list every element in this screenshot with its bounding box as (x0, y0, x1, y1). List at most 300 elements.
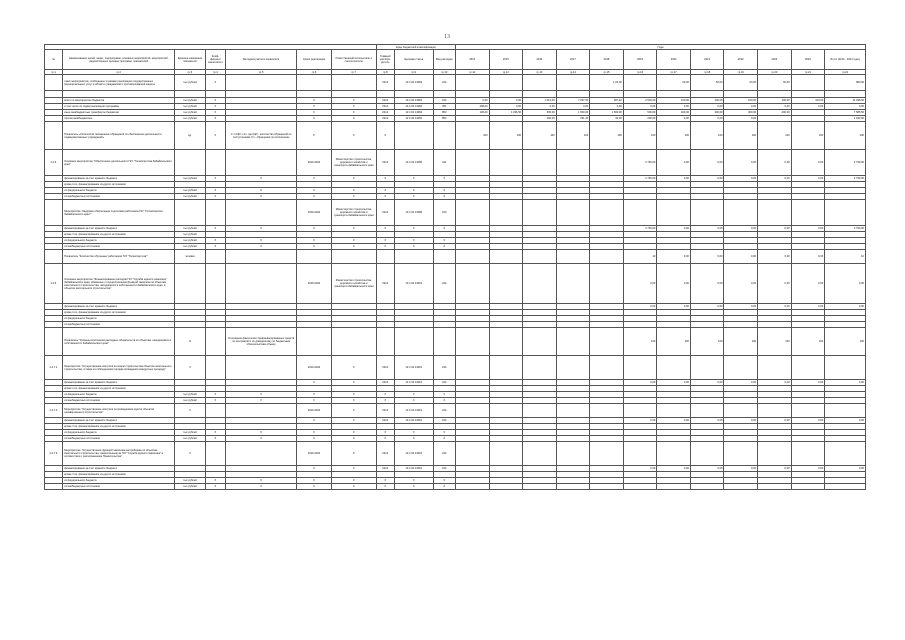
table-cell: 500,00 (623, 110, 657, 116)
table-cell (455, 264, 489, 304)
table-cell: Министерство строительства, дорожного хозяйства и транспорта Забайкальского края (331, 150, 376, 176)
table-cell (523, 328, 557, 356)
table-cell: всего по мероприятию бюджетов (63, 98, 175, 104)
table-cell (433, 250, 455, 264)
table-cell: 100,00 (791, 98, 825, 104)
table-cell: 0,00 (758, 418, 792, 424)
table-cell: 0412 (376, 116, 394, 122)
table-cell (45, 484, 63, 490)
table-cell (791, 91, 825, 98)
table-cell (226, 250, 297, 264)
table-cell (489, 264, 523, 304)
table-cell (331, 75, 376, 91)
table-cell (489, 250, 523, 264)
table-cell: 7 585,50 (825, 110, 866, 116)
table-cell: Х (394, 484, 433, 490)
table-cell (657, 404, 691, 418)
table-cell: Х (297, 98, 332, 104)
table-cell: Мероприятие "Осуществление контроля за ходом строительства объектов капитального строительства, а также за соблюдением порядка проведения конкурсных процедур" (63, 356, 175, 380)
table-cell: Х (205, 226, 225, 232)
table-cell: Х (205, 75, 225, 91)
table-cell (690, 484, 724, 490)
table-cell (590, 91, 624, 98)
table-cell: 2 790,00 (825, 226, 866, 232)
header-cell: Ответственный исполнитель и соисполнители (331, 50, 376, 70)
table-cell: иные межбюджетные трансферты бюджетам (63, 110, 175, 116)
table-cell: 0,00 (825, 466, 866, 472)
table-cell: 0,00 (825, 418, 866, 424)
table-cell: Х (205, 484, 225, 490)
table-cell (45, 75, 63, 91)
table-cell (556, 484, 590, 490)
table-cell (205, 442, 225, 466)
table-cell: 244 (433, 75, 455, 91)
table-cell (205, 91, 225, 98)
table-cell (590, 328, 624, 356)
table-cell: 11 498,00 (825, 98, 866, 104)
table-row (45, 328, 866, 356)
table-cell (791, 356, 825, 380)
table-cell (758, 404, 792, 418)
table-cell: кроме того, финансирование из других источников: (63, 182, 175, 188)
table-cell (825, 356, 866, 380)
table-cell (523, 404, 557, 418)
table-cell: 0,00 (690, 304, 724, 310)
table-cell (205, 150, 225, 176)
table-cell: 0,00 (657, 418, 691, 424)
column-number-cell: гр.11 (455, 70, 489, 75)
table-cell (556, 200, 590, 226)
table-cell (523, 442, 557, 466)
table-cell: 2019-2024 (297, 404, 332, 418)
table-cell: 0,00 (758, 264, 792, 304)
table-cell: 100 (623, 122, 657, 150)
table-row (45, 200, 866, 226)
table-cell (523, 75, 557, 91)
table-cell: 0,00 (657, 466, 691, 472)
table-cell: 291,40 (556, 116, 590, 122)
table-cell (45, 91, 63, 98)
table-cell: Х (297, 392, 332, 398)
table-cell (523, 150, 557, 176)
table-cell (590, 442, 624, 466)
table-cell: Х (433, 478, 455, 484)
table-cell: человек (175, 250, 206, 264)
table-cell (590, 150, 624, 176)
table-cell: Х (433, 430, 455, 436)
table-cell (376, 328, 394, 356)
table-cell: 351 (433, 104, 455, 110)
header-cell: Сроки реализации (297, 50, 332, 70)
table-cell: 0,00 (690, 176, 724, 182)
table-cell (690, 356, 724, 380)
table-cell: прочие межбюджетные (63, 116, 175, 122)
column-number-cell: гр.6 (297, 70, 332, 75)
table-cell: Х (433, 238, 455, 244)
table-cell: Х (331, 244, 376, 250)
table-cell: 100 (758, 122, 792, 150)
column-number-cell: гр.18 (690, 70, 724, 75)
table-cell: 50,00 (690, 75, 724, 91)
table-cell: 13 4 02 14084 (394, 98, 433, 104)
table-cell (175, 91, 206, 98)
header-cell: 2023 (758, 50, 792, 70)
table-cell: Х (297, 478, 332, 484)
table-cell: Х (433, 484, 455, 490)
table-row (45, 404, 866, 418)
table-cell: Х (394, 436, 433, 442)
table-cell: 0,00 (758, 250, 792, 264)
table-cell: Х (394, 398, 433, 404)
header-cell: Единица измерения показателя (175, 50, 206, 70)
table-cell (523, 264, 557, 304)
table-cell: Х (433, 398, 455, 404)
table-cell: Х (297, 176, 332, 182)
table-cell: 0,00 (724, 176, 758, 182)
table-cell: Х (433, 194, 455, 200)
table-cell (623, 356, 657, 380)
table-cell (45, 250, 63, 264)
table-cell (489, 484, 523, 490)
table-cell: тыс.рублей (175, 484, 206, 490)
table-cell: 0,00 (657, 380, 691, 386)
table-cell: 0412 (376, 75, 394, 91)
table-cell: тыс.рублей (175, 430, 206, 436)
table-cell: 0,00 (791, 304, 825, 310)
table-cell: Х (226, 430, 297, 436)
table-cell: 287,40 (590, 98, 624, 104)
table-cell: Показатель "Количество обученных работников ГКУ "Госэкспертиза"" (63, 250, 175, 264)
table-cell (175, 200, 206, 226)
table-cell (205, 356, 225, 380)
table-cell: 400,00 (523, 116, 557, 122)
table-cell: Х (376, 484, 394, 490)
table-cell: 0,00 (690, 226, 724, 232)
table-cell: 400,00 (758, 110, 792, 116)
table-cell (690, 91, 724, 98)
table-cell (433, 91, 455, 98)
table-cell: тыс.рублей (175, 232, 206, 238)
table-cell: 0,00 (758, 176, 792, 182)
table-cell: 2 790,00 (623, 226, 657, 232)
table-cell: Основное мероприятие "Обеспечение деятельности ГКУ "Госэкспертиза Забайкальского края" (63, 150, 175, 176)
table-cell: 100 (657, 122, 691, 150)
table-cell: 244 (433, 404, 455, 418)
table-cell: Х (331, 226, 376, 232)
table-cell: 853 (433, 116, 455, 122)
table-cell: 853 (433, 110, 455, 116)
table-cell: 100 (825, 122, 866, 150)
table-cell: тыс.рублей (175, 110, 206, 116)
table-cell: Х (205, 188, 225, 194)
table-row (45, 264, 866, 304)
table-cell (455, 328, 489, 356)
table-cell: Х (205, 122, 225, 150)
table-cell: Х (394, 188, 433, 194)
table-cell (623, 200, 657, 226)
table-cell (455, 75, 489, 91)
table-cell: тыс.рублей (175, 238, 206, 244)
table-cell (690, 200, 724, 226)
table-cell: 580,00 (825, 75, 866, 91)
table-cell: Р (297, 122, 332, 150)
table-cell: Х (205, 176, 225, 182)
table-cell (297, 75, 332, 91)
table-cell: 0,00 (724, 226, 758, 232)
column-number-cell: гр.16 (623, 70, 657, 75)
table-cell: 2019-2024 (297, 442, 332, 466)
table-cell: Х (331, 194, 376, 200)
table-cell: кроме того, финансирование из других источников: (63, 232, 175, 238)
table-row (45, 250, 866, 264)
table-body (45, 45, 866, 490)
table-cell: Х (376, 122, 394, 150)
table-cell: 0,00 (455, 98, 489, 104)
table-cell (394, 328, 433, 356)
table-cell: Х (331, 380, 376, 386)
header-cell: Вид расходов (433, 50, 455, 70)
table-cell (394, 122, 433, 150)
table-cell: из внебюджетных источников (63, 484, 175, 490)
table-cell: 13 4 02 14084 (394, 116, 433, 122)
table-cell (690, 442, 724, 466)
header-cell: Методика расчета показателя (226, 50, 297, 70)
table-cell (623, 484, 657, 490)
table-cell: 13 4 03 14086 (394, 150, 433, 176)
column-number-cell: гр.2 (63, 70, 175, 75)
table-cell: 1 932,60 (825, 116, 866, 122)
table-cell: 0,00 (724, 466, 758, 472)
table-cell: 244 (433, 380, 455, 386)
table-row (45, 442, 866, 466)
table-cell: Показатель "Уровень исполнения расходных обязательств по объектам, находящимся в собственности Забайкальского края" (63, 328, 175, 356)
table-cell: 0,00 (758, 304, 792, 310)
table-cell: Х (331, 122, 376, 150)
table-cell: Х (205, 194, 225, 200)
table-cell: Х (376, 238, 394, 244)
table-cell (623, 442, 657, 466)
table-cell (433, 122, 455, 150)
table-cell: 0,00 (623, 466, 657, 472)
table-cell: 298,00 (455, 104, 489, 110)
table-cell: 0,00 (758, 150, 792, 176)
table-cell: кроме того, финансирование из других источников: (63, 386, 175, 392)
table-cell: 244 (433, 466, 455, 472)
table-cell: из внебюджетных источников (63, 322, 175, 328)
table-cell: 0,00 (556, 104, 590, 110)
table-cell: Х (297, 188, 332, 194)
table-cell (724, 442, 758, 466)
table-cell (657, 484, 691, 490)
table-cell: 0,00 (690, 380, 724, 386)
table-cell: 0,00 (690, 150, 724, 176)
table-cell: Х (376, 244, 394, 250)
table-cell: Х (433, 188, 455, 194)
table-cell: 60,00 (758, 75, 792, 91)
table-cell: Х (376, 430, 394, 436)
table-cell: 100 (724, 122, 758, 150)
column-number-cell: гр.5 (226, 70, 297, 75)
header-cell: 2014 (455, 50, 489, 70)
table-cell (455, 356, 489, 380)
table-cell: 0412 (376, 150, 394, 176)
table-cell: Министерство строительства, дорожного хозяйства и транспорта Забайкальского края (331, 264, 376, 304)
table-cell: 0412 (376, 200, 394, 226)
table-cell (331, 91, 376, 98)
table-cell: тыс.рублей (175, 116, 206, 122)
table-cell: ед. (175, 122, 206, 150)
table-cell: 0,00 (657, 226, 691, 232)
table-cell: 0,00 (690, 250, 724, 264)
table-cell: 0,00 (791, 418, 825, 424)
table-cell (455, 150, 489, 176)
table-cell: 60,00 (724, 75, 758, 91)
table-cell: 0,00 (657, 150, 691, 176)
table-cell: 0,00 (724, 250, 758, 264)
table-cell: Х (331, 98, 376, 104)
table-cell: С = Кфб + Кп, где Кфб - количество обращений по поступлениям; Кп - обращения по исполнению (226, 122, 297, 150)
header-cell: 2022 (724, 50, 758, 70)
table-cell: Х (376, 392, 394, 398)
table-cell: Х (205, 104, 225, 110)
table-cell (758, 484, 792, 490)
table-row (45, 150, 866, 176)
table-cell (724, 356, 758, 380)
table-cell (657, 200, 691, 226)
table-cell: из внебюджетных источников (63, 398, 175, 404)
table-cell: 100 (724, 328, 758, 356)
table-cell (556, 328, 590, 356)
table-cell: Х (394, 194, 433, 200)
table-cell: 1 500,00 (556, 110, 590, 116)
table-cell (556, 264, 590, 304)
table-cell: Министерство строительства, дорожного хозяйства и транспорта Забайкальского края (331, 200, 376, 226)
table-cell: Х (297, 226, 332, 232)
table-cell: 1.4.6. (45, 264, 63, 304)
table-cell: Х (331, 104, 376, 110)
table-cell (489, 150, 523, 176)
table-cell: 2 790,00 (623, 150, 657, 176)
table-cell: Х (226, 226, 297, 232)
table-cell (455, 200, 489, 226)
table-cell: 0,00 (791, 380, 825, 386)
table-cell (63, 91, 175, 98)
table-cell: 500,00 (523, 110, 557, 116)
table-cell: 0,00 (489, 98, 523, 104)
table-cell: 13 4 04 14091 (394, 380, 433, 386)
table-cell (226, 264, 297, 304)
table-cell (226, 91, 297, 98)
table-cell: 60,00 (657, 75, 691, 91)
table-cell: Х (297, 194, 332, 200)
table-cell: 400,00 (657, 110, 691, 116)
table-cell: Х (226, 244, 297, 250)
page-number: 13 (444, 34, 450, 40)
table-cell (331, 328, 376, 356)
table-cell: из внебюджетных источников (63, 436, 175, 442)
table-cell: Мероприятие "Осуществление функций заказчика-застройщика по объектам капитального строительства, закрепленным за ГКУ "Служба единого заказчика" в соответствии с распоряжением Правительства" (63, 442, 175, 466)
table-cell (724, 404, 758, 418)
table-cell (489, 200, 523, 226)
table-cell: 13 4 04 14091 (394, 264, 433, 304)
table-cell: Х (297, 244, 332, 250)
table-cell: 0,00 (724, 264, 758, 304)
table-cell: 610 (433, 200, 455, 226)
table-cell: 2 790,00 (825, 176, 866, 182)
table-cell (791, 404, 825, 418)
table-cell: Х (226, 238, 297, 244)
table-cell: тыс.рублей (175, 478, 206, 484)
table-cell (758, 356, 792, 380)
table-cell: 2 500,00 (623, 98, 657, 104)
table-cell: 100,00 (455, 110, 489, 116)
table-cell: Х (205, 116, 225, 122)
table-cell (297, 250, 332, 264)
table-cell (724, 91, 758, 98)
column-number-cell: гр.3 (175, 70, 206, 75)
table-cell (226, 200, 297, 226)
table-cell: Х (394, 176, 433, 182)
table-cell: 2019-2024 (297, 264, 332, 304)
table-cell: финансирование за счет краевого бюджета (63, 418, 175, 424)
table-cell: Х (226, 436, 297, 442)
column-number-cell: гр.10 (433, 70, 455, 75)
table-cell: Х (205, 392, 225, 398)
table-cell (556, 404, 590, 418)
table-cell: 100,00 (657, 98, 691, 104)
table-cell: 0,00 (657, 176, 691, 182)
table-cell: 0,00 (724, 418, 758, 424)
table-cell (205, 328, 225, 356)
table-cell: Х (433, 392, 455, 398)
table-cell: Х (331, 176, 376, 182)
table-cell: 100 (556, 122, 590, 150)
table-header-row (45, 50, 866, 70)
table-cell: 7 097,50 (556, 98, 590, 104)
header-cell: Целевая статья (394, 50, 433, 70)
table-cell: Х (297, 466, 332, 472)
table-cell (297, 91, 332, 98)
table-cell: 0,00 (791, 264, 825, 304)
table-cell: 244 (433, 418, 455, 424)
table-cell: тыс.рублей (175, 194, 206, 200)
table-cell: 100 (825, 328, 866, 356)
table-cell (394, 250, 433, 264)
table-cell (590, 250, 624, 264)
table-cell (556, 250, 590, 264)
header-cell: 2017 (556, 50, 590, 70)
table-cell (226, 75, 297, 91)
table-cell: тыс.рублей (175, 226, 206, 232)
table-cell: кроме того, финансирование из других источников: (63, 310, 175, 316)
table-cell: 0,00 (523, 104, 557, 110)
table-cell: Х (205, 436, 225, 442)
table-cell (623, 91, 657, 98)
header-cell: Итого (2014 - 2024 годы) (825, 50, 866, 70)
table-cell: 0,00 (758, 104, 792, 110)
table-cell: 0,00 (791, 226, 825, 232)
table-cell (45, 122, 63, 150)
table-cell: Х (226, 188, 297, 194)
header-group-years: Годы (455, 45, 865, 50)
table-cell: Х (331, 436, 376, 442)
table-cell: 1 500,00 (590, 110, 624, 116)
table-cell: Х (331, 356, 376, 380)
header-cell: 2015 (489, 50, 523, 70)
table-cell (523, 356, 557, 380)
table-cell: финансирование за счет краевого бюджета (63, 304, 175, 310)
table-cell: 13 4 02 14084 (394, 110, 433, 116)
